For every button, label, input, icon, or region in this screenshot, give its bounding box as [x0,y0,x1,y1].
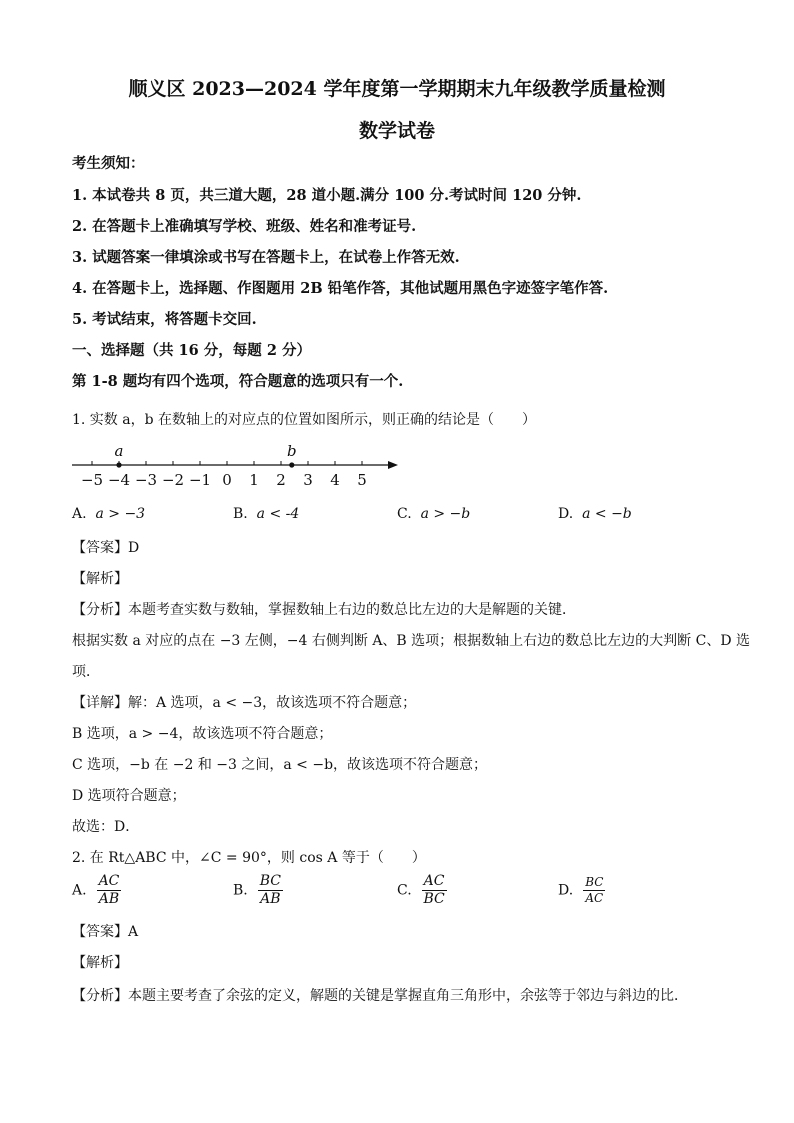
section-note: 第 1-8 题均有四个选项，符合题意的选项只有一个. [72,373,404,390]
number-line-tick-label: 4 [330,471,340,489]
q1-analysis-line: 项． [72,664,100,680]
q2-option-d: D. $\frac{BC}{AC}$ [558,875,604,905]
number-line-tick-label: 1 [249,471,259,489]
section-title: 一、选择题（共 16 分，每题 2 分） [72,342,311,359]
q2-option-c: C. $\frac{AC}{BC}$ [397,873,445,907]
number-line-arrow [388,461,398,469]
q1-analysis-line: B 选项，a > −4，故该选项不符合题意； [72,726,333,742]
page-subtitle: 数学试卷 [358,120,435,142]
q1-option-a: A. a > −3 [72,506,146,522]
q1-analysis-line: 故选：D． [72,819,140,835]
q1-analysis-label: 【解析】 [72,571,128,587]
q1-analysis-line: 根据实数 a 对应的点在 −3 左侧，−4 右侧判断 A、B 选项；根据数轴上右边的数总比左边的大判断 C、D 选 [72,633,751,649]
q2-option-b: B. $\frac{BC}{AB}$ [233,873,282,907]
q2-analysis: 【分析】本题主要考查了余弦的定义，解题的关键是掌握直角三角形中，余弦等于邻边与斜边的比． [72,988,688,1004]
number-line [70,438,410,494]
q2-answer: 【答案】A [72,924,139,940]
notice-item: 4. 在答题卡上，选择题、作图题用 2B 铅笔作答，其他试题用黑色字迹签字笔作答. [72,280,609,297]
q1-option-d: D. a < −b [558,506,632,522]
number-line-tick-label: −5 [80,471,104,489]
q2-stem: 2. 在 Rt△ABC 中，∠C = 90°，则 cos A 等于（ ） [72,850,426,866]
number-line-point-label-b: b [286,442,297,460]
notice-item: 1. 本试卷共 8 页，共三道大题，28 道小题.满分 100 分.考试时间 120 分钟. [72,187,582,204]
number-line-tick-label: −4 [107,471,131,489]
q1-option-c: C. a > −b [397,506,471,522]
number-line-points [115,442,297,468]
number-line-point-label-a: a [114,442,124,460]
q1-answer: 【答案】D [72,540,140,556]
q1-analysis-line: 【分析】本题考查实数与数轴，掌握数轴上右边的数总比左边的大是解题的关键． [72,602,576,618]
q1-analysis-line: 【详解】解：A 选项，a < −3，故该选项不符合题意； [72,695,417,711]
number-line-tick-label: 0 [222,471,232,489]
number-line-tick-label: −3 [134,471,158,489]
q1-analysis-line: D 选项符合题意； [72,788,186,804]
q2-analysis-label: 【解析】 [72,955,128,971]
q2-option-a: A. $\frac{AC}{AB}$ [72,873,120,907]
notice-heading: 考生须知： [72,155,145,172]
notice-item: 3. 试题答案一律填涂或书写在答题卡上，在试卷上作答无效. [72,249,460,266]
number-line-tick-label: −2 [161,471,185,489]
q1-stem: 1. 实数 a，b 在数轴上的对应点的位置如图所示，则正确的结论是（ ） [72,412,537,428]
number-line-point-b [289,462,294,467]
notice-item: 5. 考试结束，将答题卡交回. [72,311,257,328]
number-line-tick-label: 5 [357,471,367,489]
number-line-tick-label: 3 [303,471,313,489]
q1-analysis-line: C 选项，−b 在 −2 和 −3 之间，a < −b，故该选项不符合题意； [72,757,488,773]
page-title: 顺义区 2023—2024 学年度第一学期期末九年级教学质量检测 [128,78,666,100]
q1-option-b: B. a < -4 [233,506,300,522]
number-line-point-a [116,462,121,467]
number-line-tick-label: −1 [188,471,212,489]
number-line-tick-label: 2 [276,471,286,489]
notice-item: 2. 在答题卡上准确填写学校、班级、姓名和准考证号. [72,218,417,235]
